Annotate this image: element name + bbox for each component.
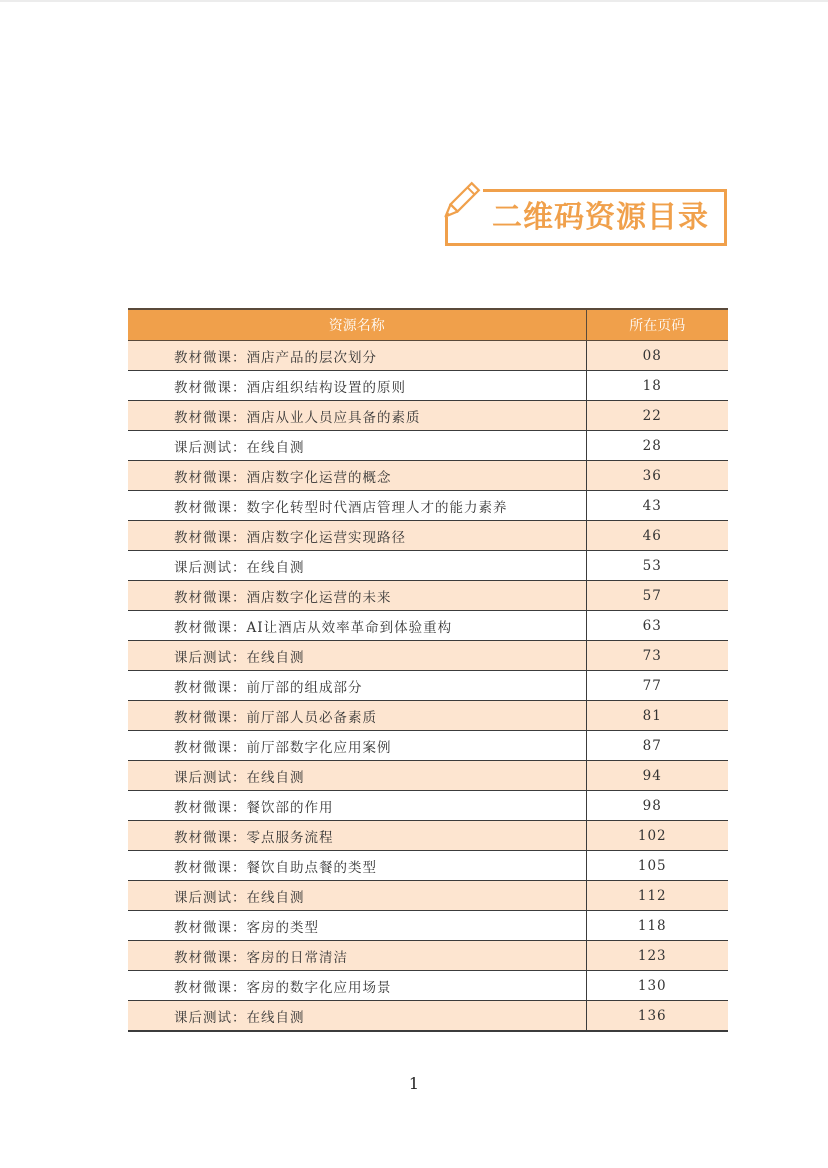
table-row — [128, 431, 728, 461]
table-row — [128, 911, 728, 941]
page-number-cell: 118 — [586, 911, 728, 941]
resource-name-cell: 教材微课：餐饮部的作用 — [128, 791, 586, 821]
resource-name-cell: 教材微课：前厅部人员必备素质 — [128, 701, 586, 731]
table-row — [128, 941, 728, 971]
resource-name-cell: 教材微课：酒店数字化运营实现路径 — [128, 521, 586, 551]
table-body — [128, 341, 728, 1032]
table-header-row — [128, 309, 728, 341]
page-number-cell: 36 — [586, 461, 728, 491]
resource-name-cell: 教材微课：酒店产品的层次划分 — [128, 341, 586, 371]
resource-name-cell: 教材微课：酒店从业人员应具备的素质 — [128, 401, 586, 431]
table-row — [128, 731, 728, 761]
page-number-cell: 136 — [586, 1001, 728, 1032]
table-row — [128, 461, 728, 491]
resource-name-cell: 课后测试：在线自测 — [128, 881, 586, 911]
table-row — [128, 641, 728, 671]
page-number: 1 — [408, 1074, 420, 1093]
table-row — [128, 881, 728, 911]
resource-name-cell: 教材微课：酒店数字化运营的未来 — [128, 581, 586, 611]
page-number-cell: 53 — [586, 551, 728, 581]
table-row — [128, 821, 728, 851]
resource-name-cell: 教材微课：AI让酒店从效率革命到体验重构 — [128, 611, 586, 641]
page-number-cell: 105 — [586, 851, 728, 881]
page-title: 二维码资源目录 — [492, 200, 709, 235]
page-number-cell: 22 — [586, 401, 728, 431]
table-row — [128, 671, 728, 701]
header-page-number: 所在页码 — [586, 309, 728, 341]
table-row — [128, 971, 728, 1001]
page-number-cell: 46 — [586, 521, 728, 551]
table-row — [128, 521, 728, 551]
table-row — [128, 851, 728, 881]
resource-name-cell: 课后测试：在线自测 — [128, 641, 586, 671]
table-row — [128, 611, 728, 641]
resource-name-cell: 教材微课：酒店数字化运营的概念 — [128, 461, 586, 491]
page-number-cell: 123 — [586, 941, 728, 971]
table-row — [128, 701, 728, 731]
resource-name-cell: 教材微课：餐饮自助点餐的类型 — [128, 851, 586, 881]
page-number-cell: 130 — [586, 971, 728, 1001]
pencil-icon — [436, 180, 482, 226]
table-row — [128, 761, 728, 791]
table-row — [128, 1001, 728, 1032]
header-resource-name: 资源名称 — [128, 309, 586, 341]
table-row — [128, 551, 728, 581]
page-number-cell: 28 — [586, 431, 728, 461]
page-number-cell: 81 — [586, 701, 728, 731]
resource-name-cell: 教材微课：客房的数字化应用场景 — [128, 971, 586, 1001]
table-row — [128, 491, 728, 521]
table-row — [128, 371, 728, 401]
resource-name-cell: 课后测试：在线自测 — [128, 1001, 586, 1032]
table-row — [128, 341, 728, 371]
resource-name-cell: 教材微课：客房的日常清洁 — [128, 941, 586, 971]
page-number-cell: 43 — [586, 491, 728, 521]
page-number-cell: 77 — [586, 671, 728, 701]
page-number-cell: 73 — [586, 641, 728, 671]
resource-name-cell: 教材微课：客房的类型 — [128, 911, 586, 941]
resource-name-cell: 教材微课：前厅部的组成部分 — [128, 671, 586, 701]
table-row — [128, 791, 728, 821]
resource-name-cell: 教材微课：酒店组织结构设置的原则 — [128, 371, 586, 401]
resource-name-cell: 课后测试：在线自测 — [128, 761, 586, 791]
resource-name-cell: 课后测试：在线自测 — [128, 551, 586, 581]
page-number-cell: 08 — [586, 341, 728, 371]
resource-name-cell: 教材微课：数字化转型时代酒店管理人才的能力素养 — [128, 491, 586, 521]
page-number-cell: 112 — [586, 881, 728, 911]
page-number-cell: 63 — [586, 611, 728, 641]
top-border — [0, 0, 828, 2]
resource-name-cell: 课后测试：在线自测 — [128, 431, 586, 461]
page-number-cell: 87 — [586, 731, 728, 761]
qr-resource-table — [128, 308, 728, 1032]
page-number-cell: 18 — [586, 371, 728, 401]
page-number-cell: 57 — [586, 581, 728, 611]
page-number-cell: 94 — [586, 761, 728, 791]
page-number-cell: 98 — [586, 791, 728, 821]
resource-name-cell: 教材微课：前厅部数字化应用案例 — [128, 731, 586, 761]
page-number-cell: 102 — [586, 821, 728, 851]
table-row — [128, 581, 728, 611]
resource-name-cell: 教材微课：零点服务流程 — [128, 821, 586, 851]
table-row — [128, 401, 728, 431]
